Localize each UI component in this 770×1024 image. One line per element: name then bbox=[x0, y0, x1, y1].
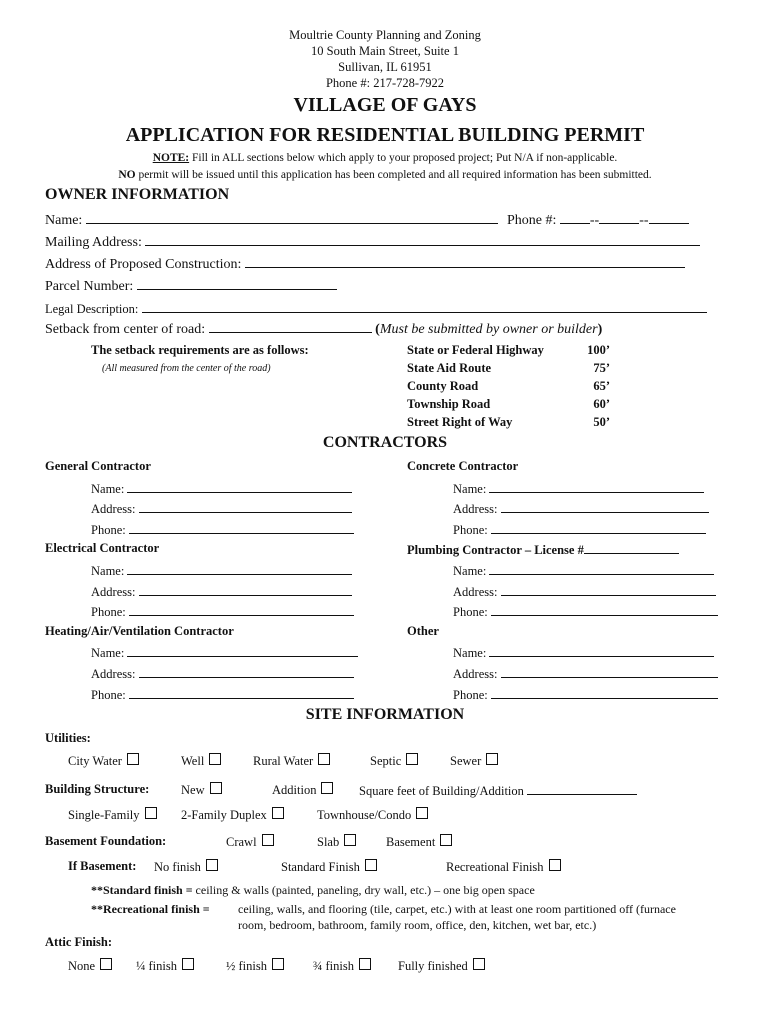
crawl-checkbox[interactable] bbox=[262, 834, 274, 846]
other-name-field[interactable] bbox=[489, 644, 714, 657]
general-address-row bbox=[91, 500, 352, 517]
concrete-contractor-heading: Concrete Contractor bbox=[407, 459, 519, 473]
attic-fully-finished: Fully finished bbox=[398, 958, 485, 974]
phone-sep-1: -- bbox=[589, 213, 600, 228]
concrete-address-label: Address: bbox=[453, 502, 498, 516]
attic-fully-finished-checkbox[interactable] bbox=[473, 958, 485, 970]
mailing-address-field[interactable] bbox=[145, 233, 700, 246]
setback-label: Setback from center of road: bbox=[45, 322, 206, 337]
recreational-finish-label: **Recreational finish = bbox=[91, 902, 210, 916]
road-name-2: State Aid Route bbox=[407, 361, 492, 375]
type-single-family: Single-Family bbox=[68, 807, 157, 823]
other-phone-field[interactable] bbox=[491, 686, 718, 699]
no-label: NO bbox=[118, 169, 136, 181]
road-name-4: Township Road bbox=[407, 397, 491, 411]
office-name: Moultrie County Planning and Zoning bbox=[289, 28, 481, 42]
village-title: VILLAGE OF GAYS bbox=[293, 94, 477, 116]
attic-finish-label: Attic Finish: bbox=[45, 935, 113, 949]
setback-requirements-label: The setback requirements are as follows: bbox=[91, 343, 309, 357]
mailing-address-label: Mailing Address: bbox=[45, 235, 142, 250]
hvac-phone-field[interactable] bbox=[129, 686, 354, 699]
townhouse-checkbox[interactable] bbox=[416, 807, 428, 819]
setback-measured-note: (All measured from the center of the road) bbox=[102, 363, 271, 374]
concrete-address-row bbox=[453, 500, 709, 517]
foundation-slab: Slab bbox=[317, 834, 356, 850]
concrete-name-label: Name: bbox=[453, 482, 487, 496]
concrete-phone-label: Phone: bbox=[453, 523, 488, 537]
phone-sep-2: -- bbox=[639, 213, 649, 228]
owner-phone-label: Phone #: bbox=[507, 213, 557, 228]
duplex-checkbox[interactable] bbox=[272, 807, 284, 819]
other-address-row bbox=[453, 665, 718, 682]
basement-foundation-label: Basement Foundation: bbox=[45, 834, 167, 848]
general-phone-row bbox=[91, 521, 354, 538]
setback-note: Must be submitted by owner or builder bbox=[379, 322, 598, 337]
type-duplex: 2-Family Duplex bbox=[181, 807, 284, 823]
attic-three-quarter: ¾ finish bbox=[313, 958, 371, 974]
electrical-phone-field[interactable] bbox=[129, 603, 354, 616]
electrical-name-field[interactable] bbox=[127, 562, 352, 575]
recreational-finish-text-2: room, bedroom, bathroom, family room, office, den, kitchen, wet bar, etc.) bbox=[238, 918, 597, 932]
electrical-address-row bbox=[91, 583, 352, 600]
plumbing-address-row bbox=[453, 583, 716, 600]
rural-water-checkbox[interactable] bbox=[318, 753, 330, 765]
office-street: 10 South Main Street, Suite 1 bbox=[311, 44, 459, 58]
hvac-phone-row bbox=[91, 686, 354, 703]
slab-checkbox[interactable] bbox=[344, 834, 356, 846]
setback-field[interactable] bbox=[209, 320, 372, 333]
plumbing-address-field[interactable] bbox=[501, 583, 716, 596]
foundation-crawl: Crawl bbox=[226, 834, 274, 850]
hvac-name-row bbox=[91, 644, 358, 661]
road-setback-3: 65’ bbox=[593, 379, 610, 393]
concrete-phone-field[interactable] bbox=[491, 521, 706, 534]
road-setback-5: 50’ bbox=[593, 415, 610, 429]
concrete-phone-row bbox=[453, 521, 706, 538]
concrete-name-field[interactable] bbox=[489, 480, 704, 493]
phone-prefix-field[interactable] bbox=[599, 211, 639, 224]
if-basement-label: If Basement: bbox=[68, 859, 137, 873]
no-finish-checkbox[interactable] bbox=[206, 859, 218, 871]
attic-three-quarter-checkbox[interactable] bbox=[359, 958, 371, 970]
general-name-field[interactable] bbox=[127, 480, 352, 493]
type-townhouse: Townhouse/Condo bbox=[317, 807, 428, 823]
utilities-label: Utilities: bbox=[45, 731, 91, 745]
building-structure-label: Building Structure: bbox=[45, 782, 150, 796]
electrical-address-field[interactable] bbox=[139, 583, 352, 596]
owner-name-field[interactable] bbox=[86, 211, 498, 224]
attic-half: ½ finish bbox=[226, 958, 284, 974]
attic-none-checkbox[interactable] bbox=[100, 958, 112, 970]
parcel-number-label: Parcel Number: bbox=[45, 279, 134, 294]
contractors-heading: CONTRACTORS bbox=[322, 434, 448, 451]
general-contractor-heading: General Contractor bbox=[45, 459, 151, 473]
square-feet-label: Square feet of Building/Addition bbox=[359, 784, 524, 798]
general-address-field[interactable] bbox=[139, 500, 352, 513]
plumbing-contractor-heading: Plumbing Contractor – License # bbox=[407, 543, 584, 557]
electrical-phone-row bbox=[91, 603, 354, 620]
sewer-checkbox[interactable] bbox=[486, 753, 498, 765]
utility-city-water: City Water bbox=[68, 753, 139, 769]
new-checkbox[interactable] bbox=[210, 782, 222, 794]
setback-row: Setback from center of road: (Must be submitted by owner or builder) bbox=[45, 322, 603, 337]
office-phone: Phone #: 217-728-7922 bbox=[325, 76, 445, 90]
other-phone-label: Phone: bbox=[453, 688, 488, 702]
note-line bbox=[0, 152, 770, 164]
owner-name-row bbox=[45, 211, 498, 229]
other-address-label: Address: bbox=[453, 667, 498, 681]
attic-none: None bbox=[68, 958, 112, 974]
hvac-name-field[interactable] bbox=[127, 644, 358, 657]
concrete-address-field[interactable] bbox=[501, 500, 709, 513]
office-city: Sullivan, IL 61951 bbox=[338, 60, 432, 74]
general-address-label: Address: bbox=[91, 502, 136, 516]
other-contractor-heading: Other bbox=[407, 624, 439, 638]
plumbing-license-field[interactable] bbox=[584, 541, 679, 554]
mailing-address-row bbox=[45, 233, 700, 251]
plumbing-address-label: Address: bbox=[453, 585, 498, 599]
owner-phone-row bbox=[507, 211, 689, 229]
hvac-address-field[interactable] bbox=[139, 665, 354, 678]
road-setback-4: 60’ bbox=[593, 397, 610, 411]
plumbing-contractor-row bbox=[407, 541, 679, 558]
legal-description-label: Legal Description: bbox=[45, 302, 139, 316]
electrical-name-row bbox=[91, 562, 352, 579]
phone-area-field[interactable] bbox=[560, 211, 590, 224]
parcel-number-field[interactable] bbox=[137, 277, 337, 290]
parcel-number-row bbox=[45, 277, 337, 295]
road-setback-1: 100’ bbox=[587, 343, 610, 357]
square-feet-field[interactable] bbox=[527, 782, 637, 795]
standard-finish-checkbox[interactable] bbox=[365, 859, 377, 871]
plumbing-name-label: Name: bbox=[453, 564, 487, 578]
plumbing-name-row bbox=[453, 562, 714, 579]
road-name-5: Street Right of Way bbox=[407, 415, 513, 429]
electrical-phone-label: Phone: bbox=[91, 605, 126, 619]
legal-description-field[interactable] bbox=[142, 300, 707, 313]
electrical-name-label: Name: bbox=[91, 564, 125, 578]
plumbing-phone-label: Phone: bbox=[453, 605, 488, 619]
other-name-row bbox=[453, 644, 714, 661]
attic-quarter-checkbox[interactable] bbox=[182, 958, 194, 970]
no-permit-text: permit will be issued until this application has been completed and all required information has been submitted. bbox=[135, 169, 652, 181]
note-label: NOTE: bbox=[152, 152, 190, 164]
structure-addition: Addition bbox=[272, 782, 333, 798]
road-name-3: County Road bbox=[407, 379, 479, 393]
city-water-checkbox[interactable] bbox=[127, 753, 139, 765]
other-address-field[interactable] bbox=[501, 665, 718, 678]
hvac-contractor-heading: Heating/Air/Ventilation Contractor bbox=[45, 624, 234, 638]
finish-standard: Standard Finish bbox=[281, 859, 377, 875]
square-feet-row bbox=[359, 782, 637, 799]
hvac-name-label: Name: bbox=[91, 646, 125, 660]
site-heading: SITE INFORMATION bbox=[305, 706, 465, 723]
utility-rural-water: Rural Water bbox=[253, 753, 330, 769]
phone-line-field[interactable] bbox=[649, 211, 689, 224]
utility-sewer: Sewer bbox=[450, 753, 498, 769]
general-name-row bbox=[91, 480, 352, 497]
standard-finish-definition: **Standard finish = ceiling & walls (painted, paneling, dry wall, etc.) – one big open space bbox=[91, 883, 535, 897]
basement-checkbox[interactable] bbox=[440, 834, 452, 846]
concrete-name-row bbox=[453, 480, 704, 497]
general-phone-field[interactable] bbox=[129, 521, 354, 534]
other-name-label: Name: bbox=[453, 646, 487, 660]
page-title: APPLICATION FOR RESIDENTIAL BUILDING PERMIT bbox=[125, 124, 645, 146]
septic-checkbox[interactable] bbox=[406, 753, 418, 765]
well-checkbox[interactable] bbox=[209, 753, 221, 765]
other-phone-row bbox=[453, 686, 718, 703]
plumbing-phone-row bbox=[453, 603, 718, 620]
utility-septic: Septic bbox=[370, 753, 418, 769]
recreational-finish-checkbox[interactable] bbox=[549, 859, 561, 871]
road-name-1: State or Federal Highway bbox=[407, 343, 544, 357]
recreational-finish-text-1: ceiling, walls, and flooring (tile, carpet, etc.) with at least one room partitioned off (furnace bbox=[238, 902, 676, 916]
owner-name-label: Name: bbox=[45, 213, 83, 228]
utility-well: Well bbox=[181, 753, 221, 769]
attic-half-checkbox[interactable] bbox=[272, 958, 284, 970]
construction-address-label: Address of Proposed Construction: bbox=[45, 257, 242, 272]
hvac-phone-label: Phone: bbox=[91, 688, 126, 702]
owner-heading: OWNER INFORMATION bbox=[45, 186, 230, 203]
hvac-address-label: Address: bbox=[91, 667, 136, 681]
structure-new: New bbox=[181, 782, 222, 798]
electrical-address-label: Address: bbox=[91, 585, 136, 599]
finish-none: No finish bbox=[154, 859, 218, 875]
finish-recreational: Recreational Finish bbox=[446, 859, 561, 875]
general-phone-label: Phone: bbox=[91, 523, 126, 537]
hvac-address-row bbox=[91, 665, 354, 682]
construction-address-row bbox=[45, 255, 685, 273]
electrical-contractor-heading: Electrical Contractor bbox=[45, 541, 160, 555]
note-text: Fill in ALL sections below which apply to your proposed project; Put N/A if non-applicable. bbox=[189, 152, 618, 164]
attic-quarter: ¼ finish bbox=[136, 958, 194, 974]
plumbing-phone-field[interactable] bbox=[491, 603, 718, 616]
foundation-basement: Basement bbox=[386, 834, 452, 850]
no-permit-line bbox=[0, 169, 770, 181]
road-setback-2: 75’ bbox=[593, 361, 610, 375]
construction-address-field[interactable] bbox=[245, 255, 685, 268]
legal-description-row bbox=[45, 300, 707, 317]
plumbing-name-field[interactable] bbox=[489, 562, 714, 575]
single-family-checkbox[interactable] bbox=[145, 807, 157, 819]
general-name-label: Name: bbox=[91, 482, 125, 496]
addition-checkbox[interactable] bbox=[321, 782, 333, 794]
